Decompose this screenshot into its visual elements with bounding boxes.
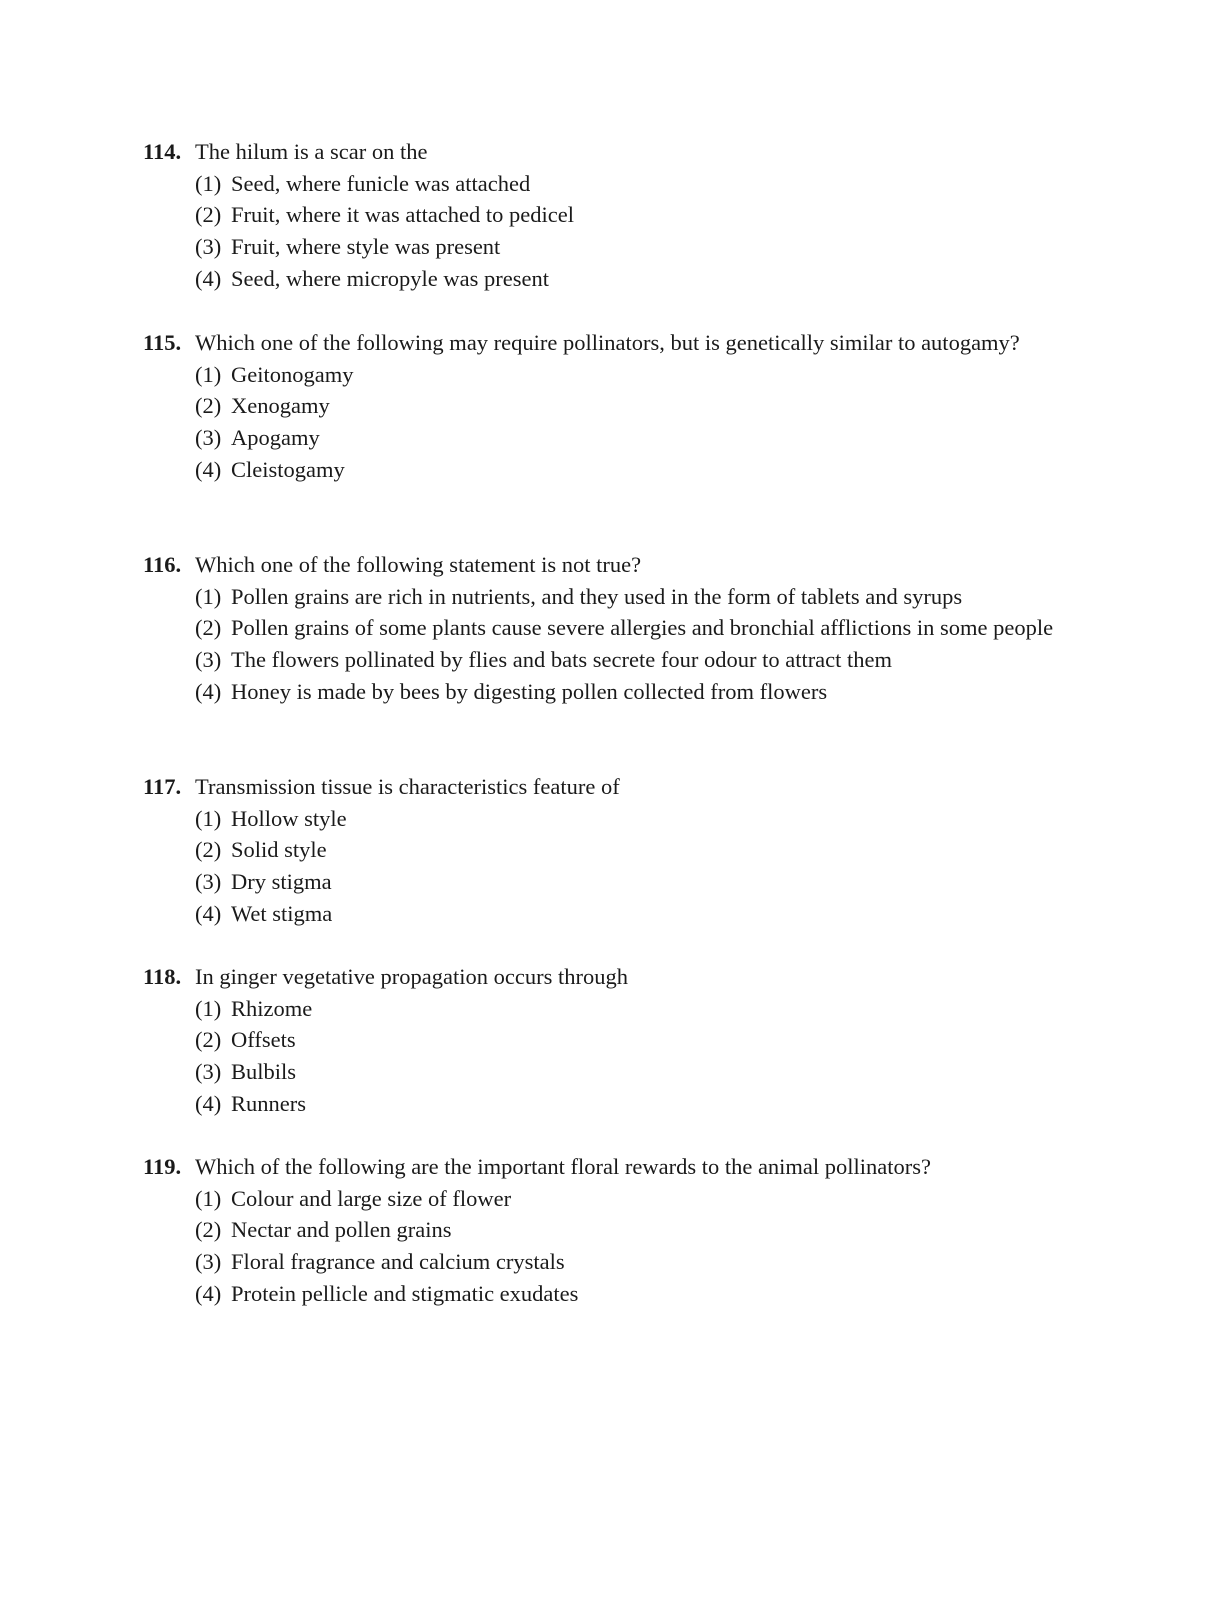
option-text: Solid style	[231, 837, 327, 863]
option-text: Colour and large size of flower	[231, 1185, 512, 1211]
option-label: (1)	[195, 995, 222, 1021]
question-117	[143, 771, 1058, 930]
question-stem	[143, 327, 1058, 359]
option	[195, 454, 1058, 486]
option-text: Bulbils	[231, 1059, 297, 1085]
option	[195, 263, 1058, 295]
option	[195, 644, 1058, 676]
option	[195, 834, 1058, 866]
option	[195, 1056, 1058, 1088]
option	[195, 231, 1058, 263]
question-stem	[143, 136, 1058, 168]
option-label: (2)	[195, 615, 222, 641]
option	[195, 1088, 1058, 1120]
option	[195, 1214, 1058, 1246]
option-label: (2)	[195, 837, 222, 863]
option-text: Seed, where micropyle was present	[231, 265, 550, 291]
question-number: 118.	[143, 964, 182, 989]
question-number: 114.	[143, 139, 182, 164]
option-text: Runners	[231, 1090, 306, 1116]
question-stem	[143, 771, 1058, 803]
option-label: (3)	[195, 234, 222, 260]
option-text: The flowers pollinated by flies and bats secrete four odour to attract them	[231, 647, 893, 673]
option-label: (3)	[195, 425, 222, 451]
option	[195, 1246, 1058, 1278]
option-label: (1)	[195, 583, 222, 609]
question-number: 116.	[143, 552, 182, 577]
option-label: (4)	[195, 1090, 222, 1116]
option-label: (1)	[195, 805, 222, 831]
option-label: (1)	[195, 1185, 222, 1211]
option-label: (1)	[195, 170, 222, 196]
question-text: Which one of the following statement is not true?	[195, 552, 642, 577]
option-label: (4)	[195, 265, 222, 291]
option	[195, 898, 1058, 930]
option-label: (2)	[195, 393, 222, 419]
option-text: Pollen grains are rich in nutrients, and they used in the form of tablets and syrups	[231, 583, 963, 609]
question-number: 115.	[143, 330, 182, 355]
question-119	[143, 1151, 1058, 1310]
option-text: Seed, where funicle was attached	[231, 170, 531, 196]
option	[195, 168, 1058, 200]
option	[195, 359, 1058, 391]
option	[195, 803, 1058, 835]
option-text: Protein pellicle and stigmatic exudates	[231, 1280, 579, 1306]
option-label: (3)	[195, 647, 222, 673]
option-text: Pollen grains of some plants cause severe allergies and bronchial afflictions in some people	[231, 615, 1054, 641]
option	[195, 390, 1058, 422]
option-label: (2)	[195, 202, 222, 228]
question-115	[143, 327, 1058, 486]
question-118	[143, 961, 1058, 1120]
option-text: Hollow style	[231, 805, 347, 831]
option-text: Honey is made by bees by digesting pollen collected from flowers	[231, 678, 828, 704]
option-text: Geitonogamy	[231, 361, 354, 387]
question-text: Which one of the following may require pollinators, but is genetically similar to autogamy?	[195, 330, 1020, 355]
option	[195, 581, 1058, 613]
option	[195, 1278, 1058, 1310]
option-label: (4)	[195, 1280, 222, 1306]
option-label: (4)	[195, 456, 222, 482]
option-text: Cleistogamy	[231, 456, 345, 482]
question-116	[143, 549, 1058, 708]
option	[195, 422, 1058, 454]
question-text: Transmission tissue is characteristics feature of	[195, 774, 620, 799]
option-label: (4)	[195, 900, 222, 926]
option	[195, 612, 1058, 644]
option-text: Fruit, where style was present	[231, 234, 501, 260]
option	[195, 993, 1058, 1025]
question-text: In ginger vegetative propagation occurs through	[195, 964, 628, 989]
option	[195, 676, 1058, 708]
option-text: Nectar and pollen grains	[231, 1217, 452, 1243]
option-text: Xenogamy	[231, 393, 330, 419]
option-text: Offsets	[231, 1027, 296, 1053]
option-text: Wet stigma	[231, 900, 333, 926]
question-114	[143, 136, 1058, 295]
question-number: 117.	[143, 774, 182, 799]
option-label: (1)	[195, 361, 222, 387]
question-stem	[143, 961, 1058, 993]
question-stem	[143, 549, 1058, 581]
question-text: The hilum is a scar on the	[195, 139, 428, 164]
option	[195, 1024, 1058, 1056]
option-label: (3)	[195, 1249, 222, 1275]
option-text: Rhizome	[231, 995, 313, 1021]
option-text: Floral fragrance and calcium crystals	[231, 1249, 565, 1275]
question-text: Which of the following are the important floral rewards to the animal pollinators?	[195, 1154, 932, 1179]
option-label: (2)	[195, 1027, 222, 1053]
question-number: 119.	[143, 1154, 182, 1179]
option	[195, 1183, 1058, 1215]
option-label: (2)	[195, 1217, 222, 1243]
question-stem	[143, 1151, 1058, 1183]
option-label: (3)	[195, 869, 222, 895]
option	[195, 866, 1058, 898]
option-text: Dry stigma	[231, 869, 332, 895]
option-text: Fruit, where it was attached to pedicel	[231, 202, 575, 228]
option-text: Apogamy	[231, 425, 320, 451]
option-label: (3)	[195, 1059, 222, 1085]
option	[195, 199, 1058, 231]
option-label: (4)	[195, 678, 222, 704]
